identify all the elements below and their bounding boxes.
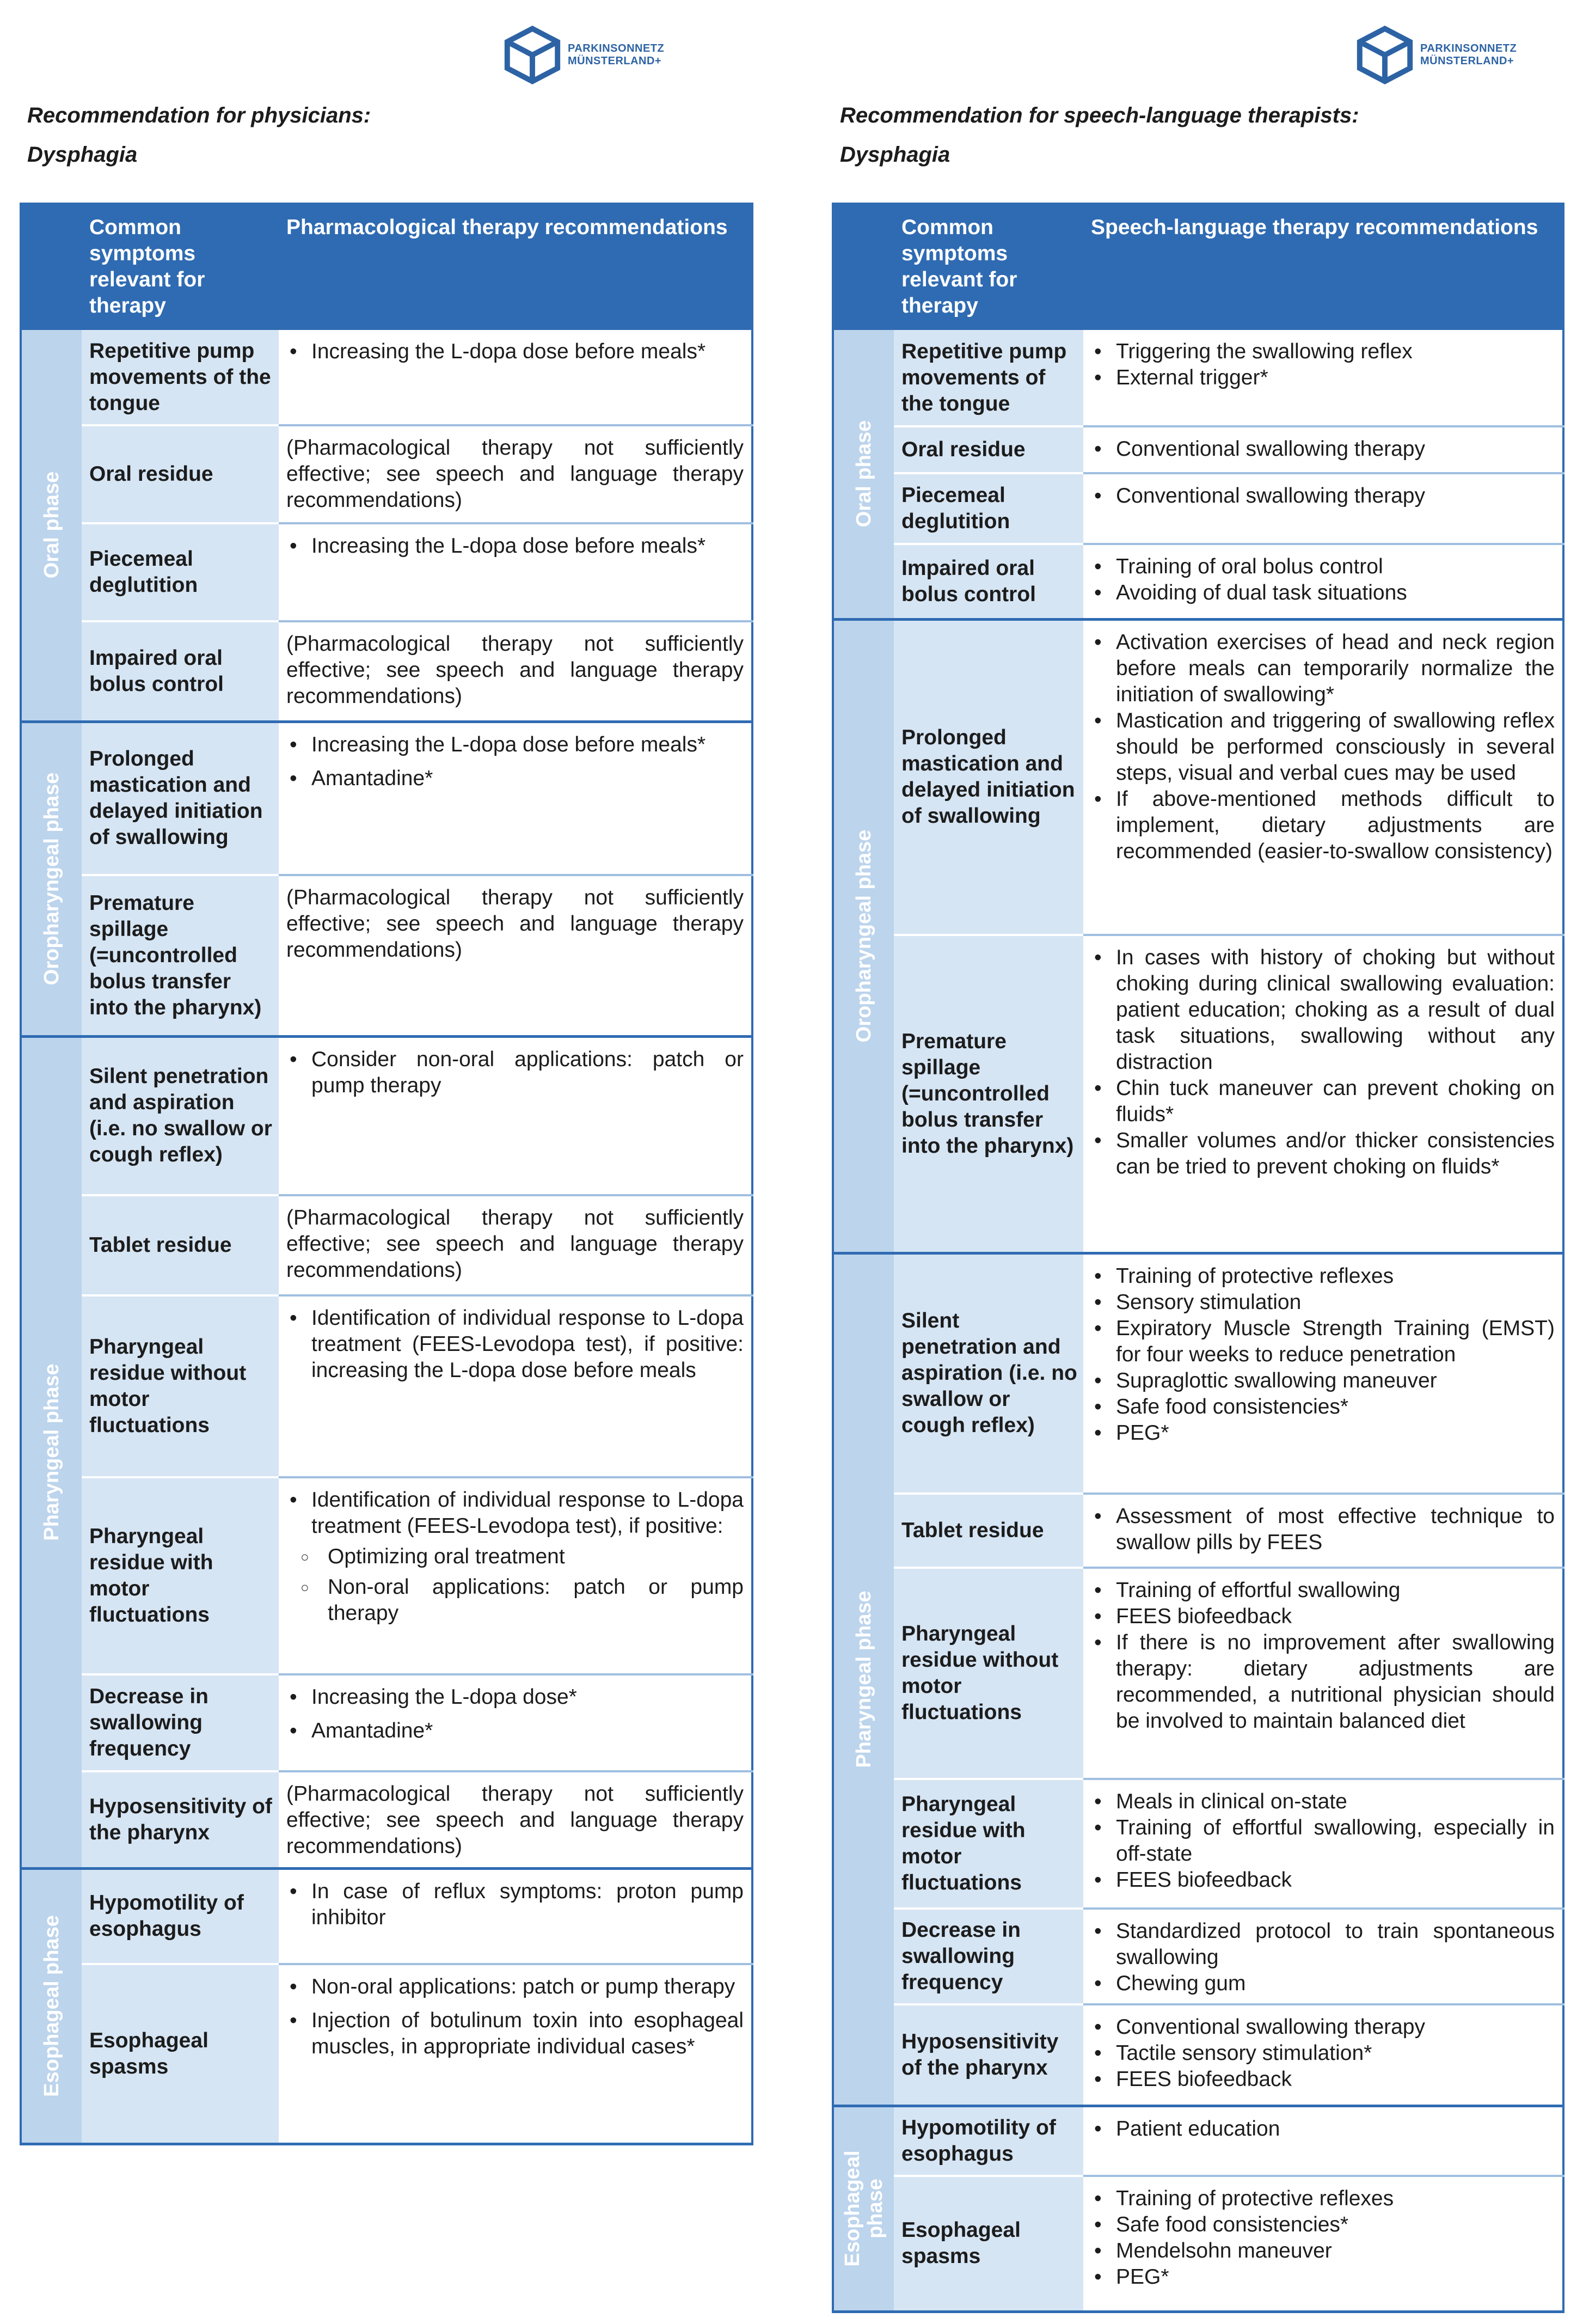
recommendation-cell — [279, 1477, 752, 1674]
table-row — [833, 619, 1563, 935]
list-item: • Increasing the L-dopa dose* — [286, 1684, 744, 1710]
table-row — [21, 1477, 752, 1674]
list-item: • Triggering the swallowing reflex — [1091, 339, 1555, 365]
symptom-cell: Pharyngeal residue without motor fluctuations — [82, 1295, 279, 1477]
phase-label: Oral phase — [852, 420, 875, 528]
header-blank-cell — [21, 204, 82, 328]
list-item: • Chin tuck maneuver can prevent choking on fluids* — [1091, 1075, 1555, 1128]
list-item: • Chewing gum — [1091, 1971, 1555, 1997]
therapists-table — [832, 203, 1564, 2313]
header-symptoms: Common symptoms relevant for therapy — [894, 204, 1083, 328]
sub-list-item: ○ Optimizing oral treatment — [286, 1544, 744, 1570]
phase-oral — [21, 328, 82, 721]
phase-esophageal — [833, 2106, 894, 2312]
list-item: • FEES biofeedback — [1091, 1604, 1555, 1630]
recommendation-text: (Pharmacological therapy not sufficiently effective; see speech and language therapy recommendations) — [286, 436, 744, 512]
phase-label: Esophageal phase — [40, 1915, 63, 2097]
recommendation-text: (Pharmacological therapy not sufficiently effective; see speech and language therapy recommendations) — [286, 632, 744, 708]
phase-pharyngeal — [21, 1036, 82, 1868]
recommendation-cell — [1083, 473, 1563, 544]
recommendation-cell — [1083, 935, 1563, 1253]
table-row — [21, 1868, 752, 1964]
list-item: • Supraglottic swallowing maneuver — [1091, 1368, 1555, 1394]
recommendation-text: (Pharmacological therapy not sufficiently effective; see speech and language therapy recommendations) — [286, 1782, 744, 1858]
list-item: • Conventional swallowing therapy — [1091, 436, 1555, 462]
phase-label: Oral phase — [40, 472, 63, 579]
recommendation-cell — [279, 1674, 752, 1771]
logo-line-1: PARKINSONNETZ — [568, 42, 665, 54]
symptom-cell: Repetitive pump movements of the tongue — [894, 328, 1083, 426]
recommendation-text: (Pharmacological therapy not sufficiently effective; see speech and language therapy recommendations) — [286, 886, 744, 962]
table-row — [21, 328, 752, 425]
sub-list-item: ○ Non-oral applications: patch or pump therapy — [286, 1574, 744, 1626]
symptom-cell: Prolonged mastication and delayed initiation of swallowing — [82, 721, 279, 875]
list-item: • Training of protective reflexes — [1091, 2186, 1555, 2212]
phase-oropharyngeal — [21, 721, 82, 1036]
table-row — [21, 721, 752, 875]
list-item: • Smaller volumes and/or thicker consistencies can be tried to prevent choking on fluids* — [1091, 1128, 1555, 1180]
symptom-cell: Tablet residue — [82, 1195, 279, 1295]
therapists-title: Recommendation for speech-language therapists: — [840, 103, 1359, 127]
list-item: • Standardized protocol to train spontaneous swallowing — [1091, 1918, 1555, 1971]
list-item: • Safe food consistencies* — [1091, 1394, 1555, 1420]
table-row — [833, 544, 1563, 619]
logo-line-2: MÜNSTERLAND+ — [568, 55, 662, 67]
recommendation-cell — [1083, 619, 1563, 935]
recommendation-cell — [1083, 1779, 1563, 1909]
list-item: • Safe food consistencies* — [1091, 2212, 1555, 2238]
recommendation-cell — [1083, 328, 1563, 426]
recommendation-cell — [1083, 2176, 1563, 2312]
symptom-cell: Hypomotility of esophagus — [82, 1868, 279, 1964]
phase-oral — [833, 328, 894, 619]
recommendation-cell — [279, 721, 752, 875]
table-row — [833, 2004, 1563, 2106]
list-item: • If above-mentioned methods difficult to implement, dietary adjustments are recommended (easier-to-swallow consistency) — [1091, 786, 1555, 865]
list-item: • Increasing the L-dopa dose before meals* — [286, 533, 744, 559]
recommendation-cell — [1083, 1909, 1563, 2004]
list-item: • Non-oral applications: patch or pump therapy — [286, 1974, 744, 2000]
table-header-row — [21, 204, 752, 328]
recommendation-cell — [279, 328, 752, 425]
physicians-table — [20, 203, 753, 2145]
table-row — [21, 1674, 752, 1771]
list-item: • Patient education — [1091, 2116, 1555, 2142]
list-item: • Training of effortful swallowing — [1091, 1577, 1555, 1604]
physicians-subtitle: Dysphagia — [27, 143, 138, 167]
table-row — [21, 1771, 752, 1868]
table-row — [833, 1779, 1563, 1909]
symptom-cell: Silent penetration and aspiration (i.e. no swallow or cough reflex) — [82, 1036, 279, 1195]
phase-esophageal — [21, 1868, 82, 2144]
list-item: • Sensory stimulation — [1091, 1289, 1555, 1316]
recommendation-cell — [1083, 426, 1563, 473]
list-item: • Amantadine* — [286, 766, 744, 792]
symptom-cell: Piecemeal deglutition — [894, 473, 1083, 544]
symptom-cell: Pharyngeal residue with motor fluctuations — [894, 1779, 1083, 1909]
parkinsonnetz-logo-icon — [1355, 25, 1415, 85]
symptom-cell: Piecemeal deglutition — [82, 523, 279, 621]
table-row — [21, 1036, 752, 1195]
list-item: • Assessment of most effective technique to swallow pills by FEES — [1091, 1503, 1555, 1556]
recommendation-cell — [279, 1295, 752, 1477]
list-item: • PEG* — [1091, 1420, 1555, 1446]
recommendation-cell — [279, 1868, 752, 1964]
recommendation-cell — [1083, 1253, 1563, 1494]
list-item: • Conventional swallowing therapy — [1091, 2014, 1555, 2040]
logo-line-2: MÜNSTERLAND+ — [1420, 55, 1514, 67]
header-blank-cell — [833, 204, 894, 328]
recommendation-cell — [279, 875, 752, 1036]
parkinsonnetz-logo — [502, 25, 664, 85]
recommendation-cell — [1083, 1568, 1563, 1779]
recommendation-cell — [1083, 2004, 1563, 2106]
header-recommendations: Speech-language therapy recommendations — [1083, 204, 1563, 328]
parkinsonnetz-logo — [1355, 25, 1517, 85]
list-item: • Injection of botulinum toxin into esophageal muscles, in appropriate individual cases* — [286, 2008, 744, 2060]
phase-label: Esophageal phase — [841, 2150, 887, 2267]
recommendation-cell — [1083, 1494, 1563, 1568]
recommendation-cell — [279, 621, 752, 721]
symptom-cell: Hyposensitivity of the pharynx — [894, 2004, 1083, 2106]
phase-label: Pharyngeal phase — [40, 1363, 63, 1541]
phase-label: Pharyngeal phase — [852, 1591, 875, 1768]
list-item: • Consider non-oral applications: patch or pump therapy — [286, 1047, 744, 1099]
list-item: • Mendelsohn maneuver — [1091, 2238, 1555, 2264]
list-item: • Training of effortful swallowing, especially in off-state — [1091, 1815, 1555, 1867]
list-item: • If there is no improvement after swallowing therapy: dietary adjustments are recommended, a nutritional physician should be involved to maintain balanced diet — [1091, 1630, 1555, 1734]
physicians-title: Recommendation for physicians: — [27, 103, 371, 127]
symptom-cell: Hyposensitivity of the pharynx — [82, 1771, 279, 1868]
list-item: • Tactile sensory stimulation* — [1091, 2040, 1555, 2066]
recommendation-cell — [1083, 544, 1563, 619]
symptom-cell: Decrease in swallowing frequency — [894, 1909, 1083, 2004]
symptom-cell: Repetitive pump movements of the tongue — [82, 328, 279, 425]
list-item: • External trigger* — [1091, 365, 1555, 391]
table-row — [21, 523, 752, 621]
list-item: • Identification of individual response to L-dopa treatment (FEES-Levodopa test), if positive: increasing the L-dopa dose before meals — [286, 1305, 744, 1384]
table-row — [21, 1195, 752, 1295]
symptom-cell: Prolonged mastication and delayed initiation of swallowing — [894, 619, 1083, 935]
recommendation-cell — [279, 1771, 752, 1868]
list-item: • In case of reflux symptoms: proton pump inhibitor — [286, 1879, 744, 1931]
table-row — [21, 425, 752, 523]
list-item: • PEG* — [1091, 2264, 1555, 2290]
list-item: • FEES biofeedback — [1091, 1867, 1555, 1893]
recommendation-cell — [1083, 2106, 1563, 2176]
phase-pharyngeal — [833, 1253, 894, 2106]
recommendation-cell — [279, 425, 752, 523]
list-item: • Meals in clinical on-state — [1091, 1789, 1555, 1815]
list-item: • Identification of individual response to L-dopa treatment (FEES-Levodopa test), if positive: — [286, 1487, 744, 1539]
symptom-cell: Hypomotility of esophagus — [894, 2106, 1083, 2176]
table-row — [833, 328, 1563, 426]
list-item: • In cases with history of choking but without choking during clinical swallowing evaluation: patient education; choking as a result of dual task situations, swallowing without any distraction — [1091, 945, 1555, 1075]
table-row — [21, 1295, 752, 1477]
table-row — [833, 1494, 1563, 1568]
therapists-subtitle: Dysphagia — [840, 143, 950, 167]
list-item: • Increasing the L-dopa dose before meals* — [286, 339, 744, 365]
list-item: • Avoiding of dual task situations — [1091, 580, 1555, 606]
phase-label: Oropharyngeal phase — [40, 772, 63, 986]
parkinsonnetz-logo-icon — [502, 25, 562, 85]
recommendation-cell — [279, 1195, 752, 1295]
symptom-cell: Pharyngeal residue with motor fluctuations — [82, 1477, 279, 1674]
recommendation-cell — [279, 1964, 752, 2144]
header-symptoms: Common symptoms relevant for therapy — [82, 204, 279, 328]
table-row — [21, 875, 752, 1036]
header-recommendations: Pharmacological therapy recommendations — [279, 204, 752, 328]
phase-oropharyngeal — [833, 619, 894, 1253]
table-header-row — [833, 204, 1563, 328]
table-row — [833, 1253, 1563, 1494]
list-item: • Expiratory Muscle Strength Training (EMST) for four weeks to reduce penetration — [1091, 1316, 1555, 1368]
symptom-cell: Esophageal spasms — [82, 1964, 279, 2144]
table-row — [833, 426, 1563, 473]
list-item: • Training of protective reflexes — [1091, 1263, 1555, 1289]
table-row — [833, 1568, 1563, 1779]
table-row — [21, 621, 752, 721]
phase-label: Oropharyngeal phase — [852, 829, 875, 1043]
symptom-cell: Silent penetration and aspiration (i.e. no swallow or cough reflex) — [894, 1253, 1083, 1494]
table-row — [833, 473, 1563, 544]
list-item: • Conventional swallowing therapy — [1091, 483, 1555, 509]
symptom-cell: Oral residue — [894, 426, 1083, 473]
logo-line-1: PARKINSONNETZ — [1420, 42, 1517, 54]
recommendation-cell — [279, 1036, 752, 1195]
recommendation-text: (Pharmacological therapy not sufficiently effective; see speech and language therapy recommendations) — [286, 1206, 744, 1282]
symptom-cell: Tablet residue — [894, 1494, 1083, 1568]
table-row — [833, 935, 1563, 1253]
table-row — [833, 2176, 1563, 2312]
list-item: • Amantadine* — [286, 1718, 744, 1744]
list-item: • FEES biofeedback — [1091, 2066, 1555, 2093]
symptom-cell: Premature spillage (=uncontrolled bolus transfer into the pharynx) — [82, 875, 279, 1036]
symptom-cell: Premature spillage (=uncontrolled bolus transfer into the pharynx) — [894, 935, 1083, 1253]
table-row — [833, 2106, 1563, 2176]
list-item: • Activation exercises of head and neck region before meals can temporarily normalize the initiation of swallowing* — [1091, 629, 1555, 708]
list-item: • Training of oral bolus control — [1091, 554, 1555, 580]
symptom-cell: Impaired oral bolus control — [894, 544, 1083, 619]
symptom-cell: Decrease in swallowing frequency — [82, 1674, 279, 1771]
table-row — [833, 1909, 1563, 2004]
list-item: • Increasing the L-dopa dose before meals* — [286, 732, 744, 758]
symptom-cell: Oral residue — [82, 425, 279, 523]
symptom-cell: Esophageal spasms — [894, 2176, 1083, 2312]
table-row — [21, 1964, 752, 2144]
list-item: • Mastication and triggering of swallowing reflex should be performed consciously in several steps, visual and verbal cues may be used — [1091, 708, 1555, 786]
symptom-cell: Impaired oral bolus control — [82, 621, 279, 721]
recommendation-cell — [279, 523, 752, 621]
symptom-cell: Pharyngeal residue without motor fluctuations — [894, 1568, 1083, 1779]
